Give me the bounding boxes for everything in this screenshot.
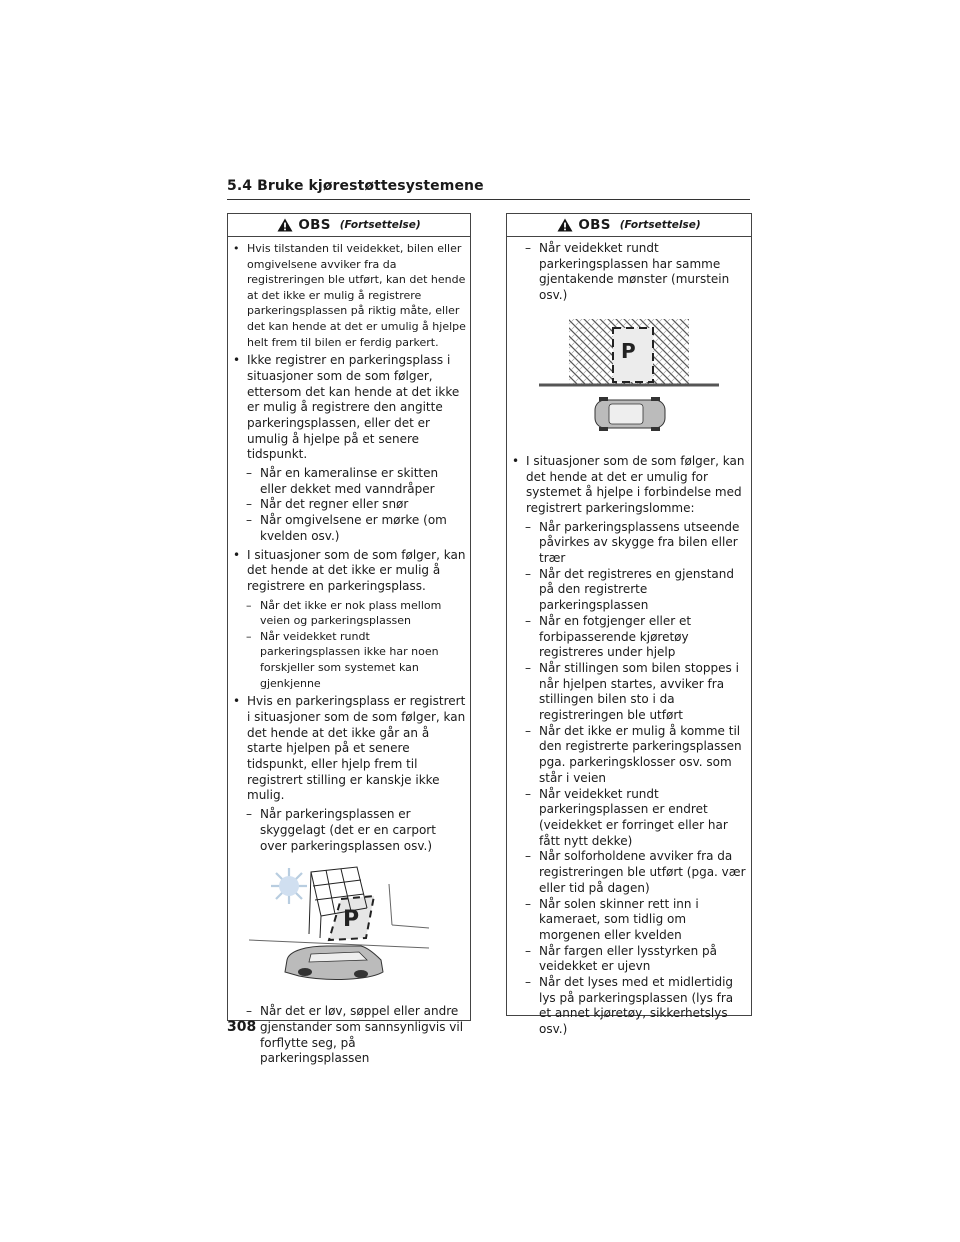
caution-title: OBS (298, 217, 331, 233)
car-icon (285, 946, 383, 979)
caution-title: OBS (578, 217, 611, 233)
sub-item: – Når parkeringsplassens utseende påvirkes av skygge fra bilen eller trær (511, 520, 747, 567)
page-number: 308 (227, 1019, 257, 1035)
continued-label: (Fortsettelse) (619, 219, 701, 231)
sub-item: – Når det lyses med et midlertidig lys på parkeringsplassen (lys fra et annet kjøretøy, sikkerhetslys osv.) (511, 975, 747, 1038)
caution-header (228, 214, 470, 237)
brick-pattern-illustration (539, 314, 719, 444)
warning-icon (277, 218, 293, 232)
sub-item: – Når veidekket rundt parkeringsplassen er endret (veidekket er forringet eller har fått nytt dekke) (511, 787, 747, 850)
sub-item: – Når fargen eller lysstyrken på veidekket er ujevn (511, 944, 747, 975)
sub-item: – Når stillingen som bilen stoppes i når hjelpen startes, avviker fra stillingen bilen sto i da registreringen ble utført (511, 661, 747, 724)
car-icon (595, 397, 665, 431)
sub-item: – Når det regner eller snør (232, 497, 466, 513)
list-item: • Ikke registrer en parkeringsplass i situasjoner som de som følger, ettersom det kan hende at det ikke er mulig å registrere den angitte parkeringsplassen, eller det er umulig å hjelpe på et senere tidspunkt. (232, 353, 466, 463)
carport-illustration (249, 864, 449, 994)
caution-box-right (506, 213, 752, 1037)
sub-item: – Når solen skinner rett inn i kameraet, som tidlig om morgenen eller kvelden (511, 897, 747, 944)
continued-label: (Fortsettelse) (339, 219, 421, 231)
sub-item: – Når en fotgjenger eller et forbipasserende kjøretøy registreres under hjelp (511, 614, 747, 661)
sub-item: – Når solforholdene avviker fra da registreringen ble utført (pga. vær eller tid på dagen) (511, 849, 747, 896)
section-title: 5.4 Bruke kjørestøttesystemene (227, 178, 484, 194)
parking-label: P (621, 338, 636, 363)
sub-item: – Når parkeringsplassen er skyggelagt (det er en carport over parkeringsplassen osv.) (232, 807, 466, 854)
sub-item: – Når en kameralinse er skitten eller dekket med vanndråper (232, 466, 466, 497)
sub-item: – Når det ikke er nok plass mellom veien og parkeringsplassen (232, 598, 466, 629)
caution-header (507, 214, 751, 237)
list-item: • Hvis en parkeringsplass er registrert i situasjoner som de som følger, kan det hende at det ikke går an å starte hjelpen på et senere tidspunkt, eller hjelp frem til registrert stilling er kanskje ikke mulig. (232, 694, 466, 804)
sub-item: – Når veidekket rundt parkeringsplassen ikke har noen forskjeller som systemet kan gjenkjenne (232, 629, 466, 691)
parking-label: P (343, 907, 360, 933)
sub-item: – Når det registreres en gjenstand på den registrerte parkeringsplassen (511, 567, 747, 614)
section-divider (227, 199, 750, 200)
list-item: • I situasjoner som de som følger, kan det hende at det er umulig for systemet å hjelpe i forbindelse med registrert parkeringslomme: (511, 454, 747, 517)
sub-item: – Når omgivelsene er mørke (om kvelden osv.) (232, 513, 466, 544)
list-item: • I situasjoner som de som følger, kan det hende at det ikke er mulig å registrere en parkeringsplass. (232, 548, 466, 595)
warning-icon (557, 218, 573, 232)
sub-item: – Når veidekket rundt parkeringsplassen har samme gjentakende mønster (murstein osv.) (511, 241, 747, 304)
list-item: • Hvis tilstanden til veidekket, bilen eller omgivelsene avviker fra da registreringen ble utført, kan det hende at det ikke er mulig å registrere parkeringsplassen på riktig måte, eller det kan hende at det er umulig å hjelpe helt frem til bilen er ferdig parkert. (232, 241, 466, 350)
sub-item: – Når det ikke er mulig å komme til den registrerte parkeringsplassen pga. parkeringsklosser osv. som står i veien (511, 724, 747, 787)
sub-item: – Når det er løv, søppel eller andre gjenstander som sannsynligvis vil forflytte seg, på parkeringsplassen (232, 1004, 466, 1067)
